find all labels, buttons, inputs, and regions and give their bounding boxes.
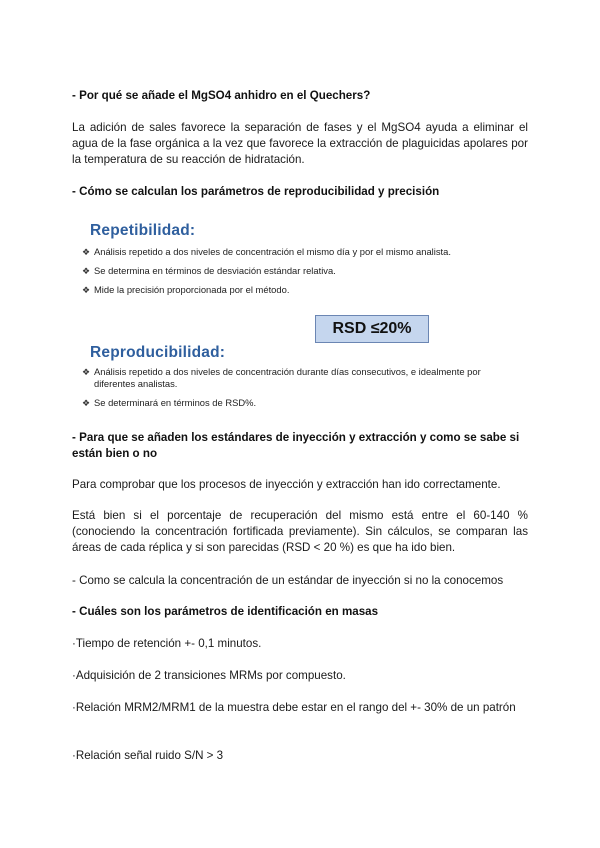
question-mass-identification: - Cuáles son los parámetros de identificación en masas — [72, 605, 379, 618]
diamond-bullet-icon: ❖ — [82, 398, 91, 408]
repetibilidad-title: Repetibilidad: — [90, 222, 196, 239]
reproducibilidad-title: Reproducibilidad: — [90, 344, 226, 361]
diamond-bullet-icon: ❖ — [82, 266, 91, 276]
answer-injection-standards-1: Para comprobar que los procesos de inyección y extracción han ido correctamente. — [72, 478, 501, 491]
identification-item: ·Tiempo de retención +- 0,1 minutos. — [72, 637, 262, 650]
answer-mgso4: La adición de sales favorece la separación de fases y el MgSO4 ayuda a eliminar el agua de la fase orgánica a la vez que favorece la extracción de plaguicidas apolares por la temperatura de su reacción de hidratación. — [72, 121, 528, 167]
answer-injection-standards-2: Está bien si el porcentaje de recuperación del mismo está entre el 60-140 % (conociendo la concentración fortificada previamente). Sin cálculos, se comparan las áreas de cada réplica y si son parecidas (RSD < 20 %) es que ha ido bien. — [72, 509, 528, 555]
repetibilidad-item: ❖ Mide la precisión proporcionada por el método. — [82, 284, 290, 295]
identification-item: ·Adquisición de 2 transiciones MRMs por compuesto. — [72, 669, 346, 682]
diamond-bullet-icon: ❖ — [82, 247, 91, 257]
identification-item: ·Relación MRM2/MRM1 de la muestra debe estar en el rango del +- 30% de un patrón — [72, 701, 516, 714]
repetibilidad-item: ❖ Análisis repetido a dos niveles de concentración el mismo día y por el mismo analista. — [82, 246, 451, 257]
diamond-bullet-icon: ❖ — [82, 285, 91, 295]
diamond-bullet-icon: ❖ — [82, 367, 91, 377]
reproducibilidad-item: ❖ Análisis repetido a dos niveles de concentración durante días consecutivos, e idealmente por diferentes analistas. — [82, 366, 481, 389]
question-injection-standards: - Para que se añaden los estándares de inyección y extracción y como se sabe si están bien o no — [72, 431, 520, 460]
repetibilidad-item: ❖ Se determina en términos de desviación estándar relativa. — [82, 265, 336, 276]
reproducibilidad-item: ❖ Se determinará en términos de RSD%. — [82, 397, 257, 408]
question-reproducibility: - Cómo se calculan los parámetros de reproducibilidad y precisión — [72, 185, 440, 198]
question-injection-concentration: - Como se calcula la concentración de un estándar de inyección si no la conocemos — [72, 574, 504, 587]
question-mgso4: - Por qué se añade el MgSO4 anhidro en el Quechers? — [72, 89, 371, 102]
rsd-threshold-box: RSD ≤20% — [315, 315, 429, 343]
precision-slide-image — [72, 214, 532, 414]
identification-item: ·Relación señal ruido S/N > 3 — [72, 749, 224, 762]
